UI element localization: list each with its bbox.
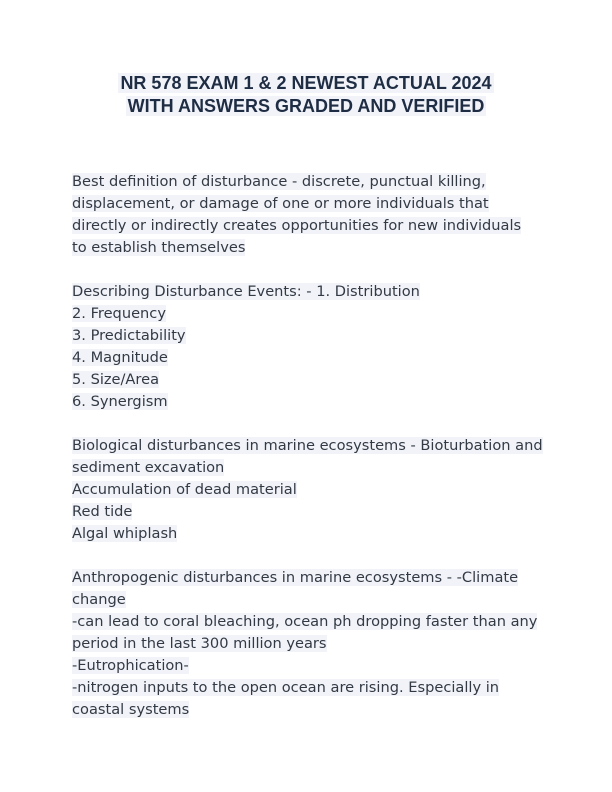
text-line: Algal whiplash	[72, 525, 178, 542]
text-line: to establish themselves	[72, 239, 246, 256]
qa-anthropogenic-disturbances	[72, 567, 552, 721]
text-line: Biological disturbances in marine ecosystems - Bioturbation and	[72, 437, 543, 454]
qa-biological-disturbances	[72, 435, 552, 545]
text-line: Describing Disturbance Events: - 1. Distribution	[72, 283, 420, 300]
paragraph-gap	[72, 545, 552, 567]
title-line-2: WITH ANSWERS GRADED AND VERIFIED	[127, 96, 485, 116]
text-line: coastal systems	[72, 701, 190, 718]
paragraph-gap	[72, 413, 552, 435]
text-line: sediment excavation	[72, 459, 225, 476]
text-line: 5. Size/Area	[72, 371, 160, 388]
text-line: Accumulation of dead material	[72, 481, 297, 498]
text-line: Best definition of disturbance - discrete, punctual killing,	[72, 173, 486, 190]
text-line: Anthropogenic disturbances in marine ecosystems - -Climate	[72, 569, 519, 586]
text-line: -can lead to coral bleaching, ocean ph dropping faster than any	[72, 613, 538, 630]
text-line: -Eutrophication-	[72, 657, 189, 674]
text-line: 6. Synergism	[72, 393, 168, 410]
qa-disturbance-definition	[72, 171, 552, 259]
document-body	[72, 171, 552, 721]
qa-describing-events	[72, 281, 552, 413]
text-line: directly or indirectly creates opportunities for new individuals	[72, 217, 522, 234]
text-line: displacement, or damage of one or more individuals that	[72, 195, 489, 212]
title-line-1: NR 578 EXAM 1 & 2 NEWEST ACTUAL 2024	[120, 73, 492, 93]
text-line: 4. Magnitude	[72, 349, 168, 366]
text-line: change	[72, 591, 126, 608]
text-line: 2. Frequency	[72, 305, 166, 322]
text-line: -nitrogen inputs to the open ocean are rising. Especially in	[72, 679, 500, 696]
text-line: period in the last 300 million years	[72, 635, 327, 652]
text-line: 3. Predictability	[72, 327, 186, 344]
document-title	[0, 72, 612, 118]
text-line: Red tide	[72, 503, 133, 520]
paragraph-gap	[72, 259, 552, 281]
